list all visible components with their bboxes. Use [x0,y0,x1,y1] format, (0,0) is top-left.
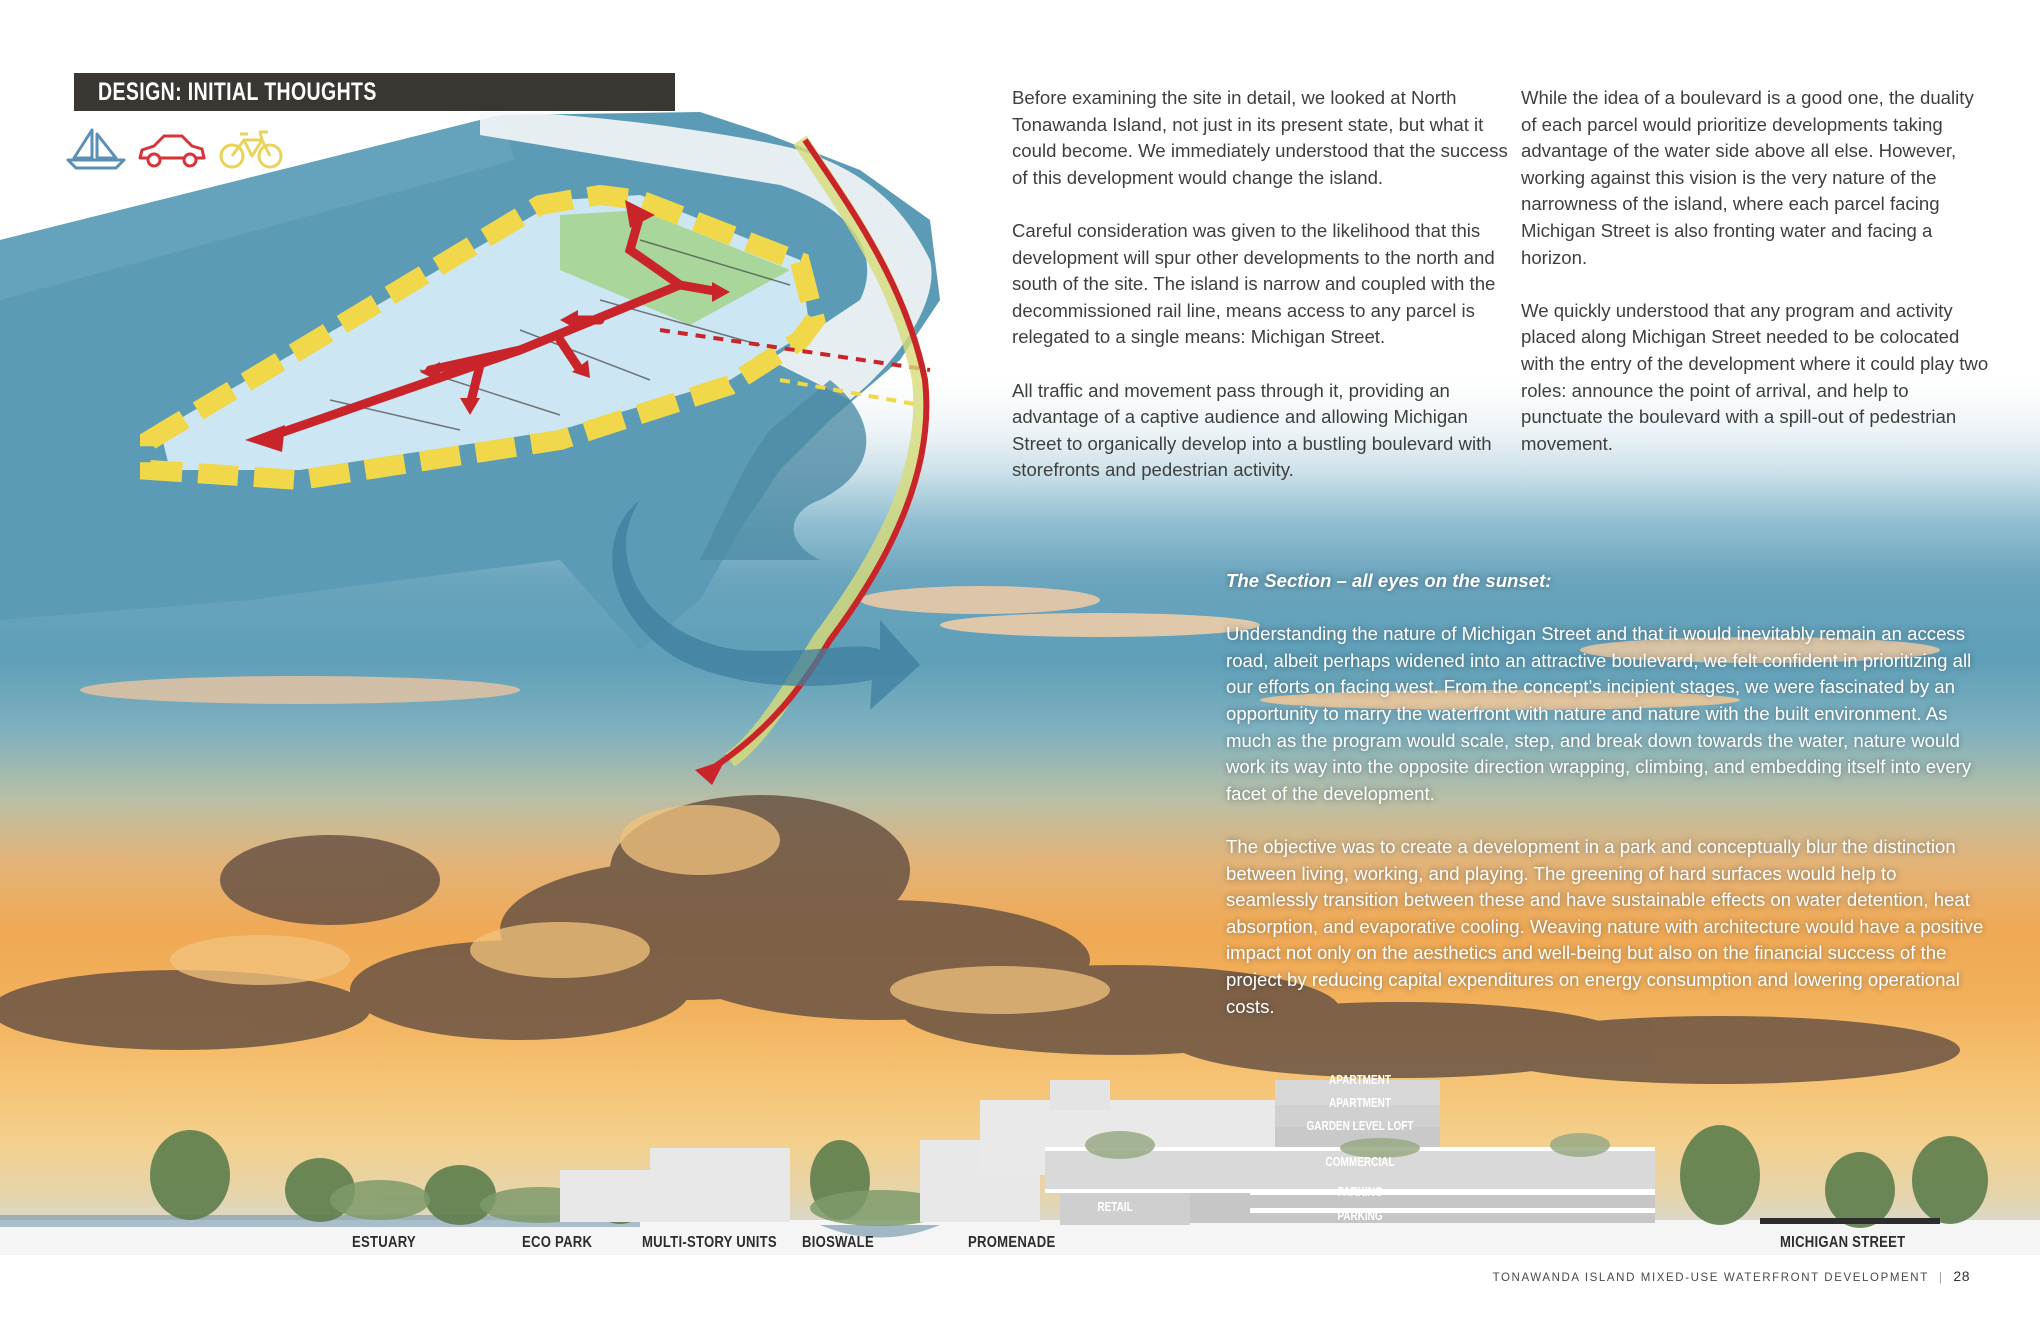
building-section-illustration [0,1060,2040,1260]
diagram-label-promenade: PROMENADE [968,1234,1056,1251]
building-label-commercial: COMMERCIAL [1325,1155,1395,1169]
diagram-label-eco-park: ECO PARK [522,1234,593,1251]
footer-separator: | [1938,1272,1944,1284]
building-label-apartment: APARTMENT [1328,1096,1392,1110]
diagram-label-estuary: ESTUARY [352,1234,416,1251]
body-paragraph: Careful consideration was given to the likelihood that this development will spur other developments to the north and south of the site. The island is narrow and coupled with the decommissioned rail line, means access to any parcel is relegated to a single means: Michigan Street. [1012,219,1496,348]
body-paragraph: All traffic and movement pass through it, providing an advantage of a captive audience and allowing Michigan Street to organically develop into a bustling boulevard with storefronts and pedestrian activity. [1012,379,1492,481]
diagram-label-bioswale: BIOSWALE [802,1234,874,1251]
building-label-retail: RETAIL [1097,1200,1133,1214]
building-label-garden-level-loft: GARDEN LEVEL LOFT [1306,1119,1414,1133]
intro-text-right-column [1521,85,1991,484]
page-title: DESIGN: INITIAL THOUGHTS [98,78,377,106]
body-paragraph: While the idea of a boulevard is a good one, the duality of each parcel would prioritize developments taking advantage of the water side above all else. However, working against this vision is the very nature of the narrowness of the island, where each parcel facing Michigan Street is also fronting water and facing a horizon. [1521,87,1974,268]
section-title-bar [74,73,675,111]
body-paragraph: We quickly understood that any program and activity placed along Michigan Street needed to be colocated with the entry of the development where it could play two roles: announce the point of arrival, and help to punctuate the boulevard with a spill-out of pedestrian movement. [1521,299,1989,454]
sailboat-icon [66,126,128,172]
page-footer [1493,1268,1970,1284]
intro-text-left-column [1012,85,1512,511]
section-text-block [1226,568,1986,1047]
page-number: 28 [1953,1268,1970,1284]
diagram-label-multi-story-units: MULTI-STORY UNITS [642,1234,777,1251]
footer-document-title: TONAWANDA ISLAND MIXED-USE WATERFRONT DEVELOPMENT [1492,1272,1929,1284]
bicycle-icon [218,128,284,170]
page-footer-band [0,1255,2040,1320]
building-label-parking: PARKING [1337,1209,1383,1223]
building-label-parking: PARKING [1337,1185,1383,1199]
body-paragraph: The objective was to create a development in a park and conceptually blur the distinction between living, working, and playing. The greening of hard surfaces would help to seamlessly transition between these and have sustainable effects on water detention, heat absorption, and evaporative cooling. Weaving nature with architecture would have a positive impact not only on the aesthetics and well-being but also on the financial success of the project by reducing capital expenditures on energy consumption and lowering operational costs. [1226,835,1984,1017]
transport-mode-icons [66,126,296,172]
car-icon [136,130,208,172]
diagram-label-michigan-street: MICHIGAN STREET [1780,1234,1906,1251]
body-paragraph: Before examining the site in detail, we looked at North Tonawanda Island, not just in its present state, but what it could become. We immediately understood that the success of this development would change the island. [1012,87,1508,188]
section-heading: The Section – all eyes on the sunset: [1226,570,1552,591]
building-label-apartment: APARTMENT [1328,1073,1392,1087]
body-paragraph: Understanding the nature of Michigan Street and that it would inevitably remain an access road, albeit perhaps widened into an attractive boulevard, we felt confident in prioritizing all our efforts on facing west. From the concept’s incipient stages, we were fascinated by an opportunity to marry the waterfront with nature and nature with the built environment. As much as the program would scale, step, and break down towards the water, nature would work its way into the opposite direction wrapping, climbing, and embedding itself into every facet of the development. [1226,623,1972,804]
